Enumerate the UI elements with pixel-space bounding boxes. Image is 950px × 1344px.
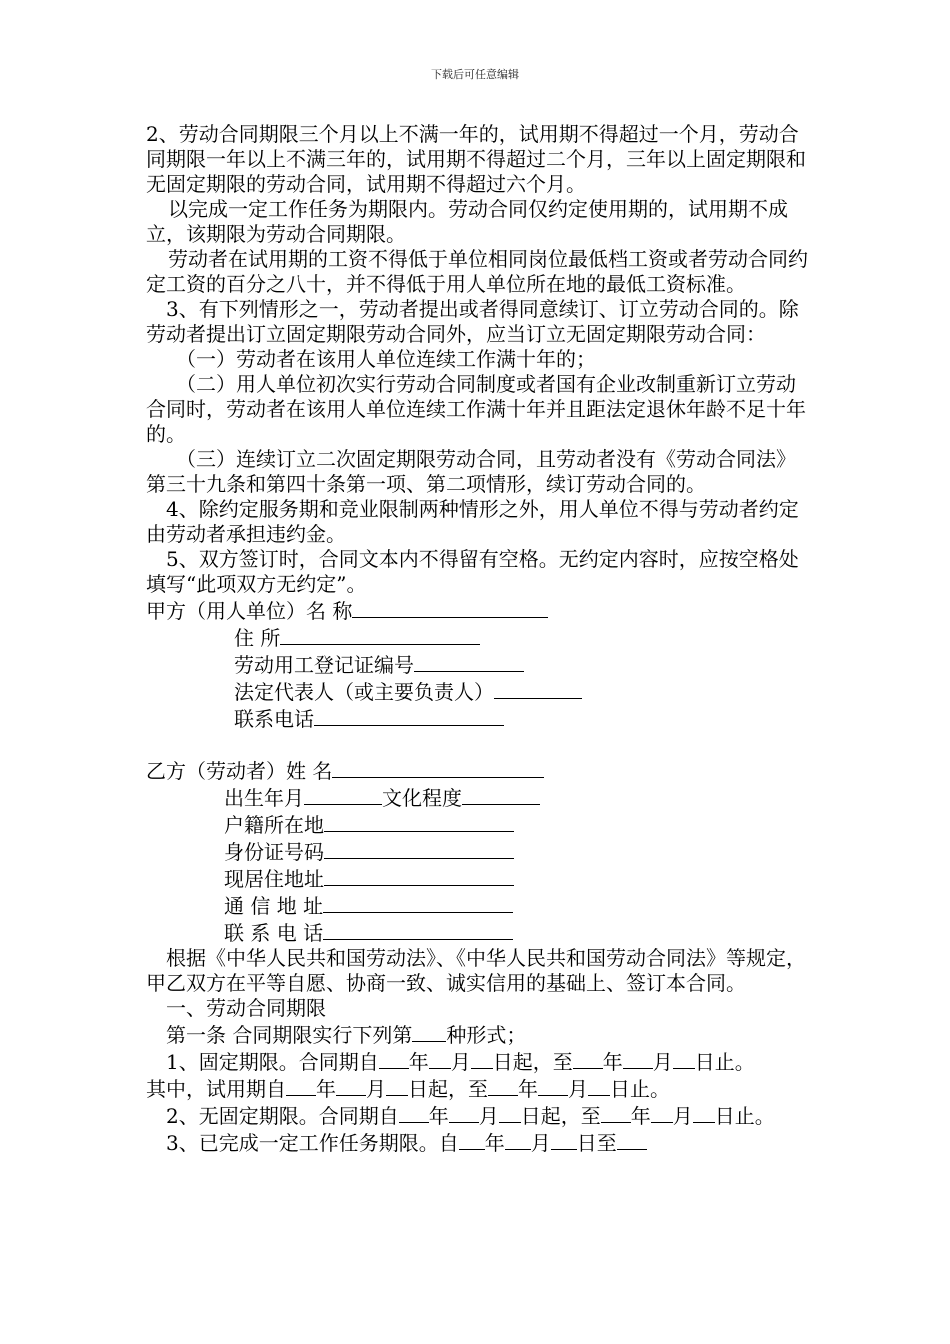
probation-end-month-blank[interactable] [538, 1075, 568, 1096]
paragraph-legal-basis: 根据《中华人民共和国劳动法》、《中华人民共和国劳动合同法》等规定，甲乙双方在平等自愿、协商一致、诚实信用的基础上、签订本合同。 [146, 946, 806, 995]
task-term-label: 3、已完成一定工作任务期限。自 [166, 1131, 459, 1155]
month-text: 月 [366, 1077, 386, 1101]
party-b-birth-row [146, 784, 810, 811]
party-b-residence-row [146, 865, 810, 892]
paragraph-condition-2: （二）用人单位初次实行劳动合同制度或者国有企业改制重新订立劳动合同时，劳动者在该用人单位连续工作满十年并且距法定退休年龄不足十年的。 [146, 372, 806, 446]
party-b-residence-blank[interactable] [324, 865, 514, 886]
document-body [146, 122, 810, 1156]
party-b-birth-label: 出生年月 [224, 786, 304, 810]
party-a-address-row [146, 624, 810, 651]
month-text: 月 [478, 1104, 499, 1128]
from-to-text: 日起，至 [492, 1050, 573, 1074]
open-start-year-blank[interactable] [399, 1102, 429, 1123]
party-a-address-label: 住 所 [234, 626, 281, 650]
year-text: 年 [518, 1077, 538, 1101]
party-a-address-blank[interactable] [280, 624, 480, 645]
task-start-year-blank[interactable] [459, 1129, 485, 1150]
fixed-term-row [146, 1048, 810, 1075]
fixed-term-label: 1、固定期限。合同期自 [166, 1050, 379, 1074]
party-a-name-label: 甲方（用人单位）名 称 [146, 599, 353, 623]
article1-suffix: 种形式； [446, 1023, 527, 1047]
probation-start-day-blank[interactable] [386, 1075, 408, 1096]
party-a-reg-blank[interactable] [414, 651, 524, 672]
open-start-month-blank[interactable] [449, 1102, 479, 1123]
paragraph-no-blanks: 5、双方签订时，合同文本内不得留有空格。无约定内容时，应按空格处填写“此项双方无约定”。 [146, 547, 799, 596]
party-b-id-label: 身份证号码 [224, 840, 324, 864]
fixed-end-year-blank[interactable] [573, 1048, 603, 1069]
article1-label: 第一条 合同期限实行下列第 [166, 1023, 413, 1047]
open-start-day-blank[interactable] [499, 1102, 521, 1123]
party-b-name-label: 乙方（劳动者）姓 名 [146, 759, 333, 783]
fixed-end-day-blank[interactable] [673, 1048, 695, 1069]
open-end-month-blank[interactable] [651, 1102, 673, 1123]
party-b-hukou-blank[interactable] [324, 811, 514, 832]
from-to-text: 日起，至 [520, 1104, 601, 1128]
section-title-term: 一、劳动合同期限 [166, 996, 326, 1020]
party-b-name-blank[interactable] [332, 757, 544, 778]
month-text: 月 [568, 1077, 588, 1101]
fixed-start-day-blank[interactable] [471, 1048, 493, 1069]
party-b-residence-label: 现居住地址 [224, 867, 324, 891]
article1-row [146, 1021, 810, 1048]
party-b-id-row [146, 838, 810, 865]
task-start-day-blank[interactable] [551, 1129, 577, 1150]
year-text: 年 [602, 1050, 623, 1074]
year-text: 年 [316, 1077, 336, 1101]
end-text: 日止。 [694, 1050, 755, 1074]
task-start-month-blank[interactable] [505, 1129, 531, 1150]
party-b-edu-label: 文化程度 [382, 786, 462, 810]
paragraph-probation-wage: 劳动者在试用期的工资不得低于单位相同岗位最低档工资或者劳动合同约定工资的百分之八十，并不得低于用人单位所在地的最低工资标准。 [146, 247, 808, 296]
party-b-mail-label: 通 信 地 址 [224, 894, 324, 918]
open-term-label: 2、无固定期限。合同期自 [166, 1104, 399, 1128]
month-text: 月 [672, 1104, 693, 1128]
fixed-end-month-blank[interactable] [623, 1048, 653, 1069]
fixed-start-month-blank[interactable] [429, 1048, 451, 1069]
paragraph-penalty: 4、除约定服务期和竞业限制两种情形之外，用人单位不得与劳动者约定由劳动者承担违约金。 [146, 497, 799, 546]
party-b-birth-blank[interactable] [304, 784, 382, 805]
party-b-phone-row [146, 919, 810, 946]
task-term-row [146, 1129, 810, 1156]
party-b-edu-blank[interactable] [462, 784, 540, 805]
party-a-reg-label: 劳动用工登记证编号 [234, 653, 414, 677]
fixed-start-year-blank[interactable] [379, 1048, 409, 1069]
probation-label: 其中，试用期自 [146, 1077, 286, 1101]
party-a-rep-row [146, 678, 810, 705]
open-term-row [146, 1102, 810, 1129]
party-a-rep-label: 法定代表人（或主要负责人） [234, 680, 494, 704]
probation-end-day-blank[interactable] [588, 1075, 610, 1096]
party-a-reg-row [146, 651, 810, 678]
probation-term-row [146, 1075, 810, 1102]
month-text: 月 [530, 1131, 551, 1155]
party-b-mail-row [146, 892, 810, 919]
open-end-day-blank[interactable] [693, 1102, 715, 1123]
month-text: 月 [450, 1050, 471, 1074]
task-end-blank[interactable] [617, 1129, 647, 1150]
probation-start-year-blank[interactable] [286, 1075, 316, 1096]
year-text: 年 [428, 1104, 449, 1128]
party-a-name-row [146, 597, 810, 624]
party-b-mail-blank[interactable] [323, 892, 513, 913]
year-text: 年 [630, 1104, 651, 1128]
paragraph-task-term: 以完成一定工作任务为期限内。劳动合同仅约定使用期的，试用期不成立，该期限为劳动合同期限。 [146, 197, 788, 246]
party-b-phone-label: 联 系 电 话 [224, 921, 324, 945]
paragraph-probation-limits: 2、劳动合同期限三个月以上不满一年的，试用期不得超过一个月，劳动合同期限一年以上不满三年的，试用期不得超过二个月，三年以上固定期限和无固定期限的劳动合同，试用期不得超过六个月。 [146, 122, 806, 196]
party-b-id-blank[interactable] [324, 838, 514, 859]
party-a-phone-blank[interactable] [314, 705, 504, 726]
party-b-name-row [146, 757, 810, 784]
party-b-hukou-label: 户籍所在地 [224, 813, 324, 837]
paragraph-condition-1: （一）劳动者在该用人单位连续工作满十年的； [176, 347, 596, 371]
party-b-hukou-row [146, 811, 810, 838]
end-text: 日止。 [714, 1104, 775, 1128]
probation-start-month-blank[interactable] [336, 1075, 366, 1096]
until-text: 日至 [576, 1131, 617, 1155]
year-text: 年 [408, 1050, 429, 1074]
page-header: 下载后可任意编辑 [431, 68, 519, 81]
year-text: 年 [484, 1131, 505, 1155]
from-to-text: 日起，至 [408, 1077, 488, 1101]
party-b-phone-blank[interactable] [323, 919, 513, 940]
party-a-name-blank[interactable] [352, 597, 548, 618]
month-text: 月 [652, 1050, 673, 1074]
spacer [146, 732, 810, 757]
open-end-year-blank[interactable] [601, 1102, 631, 1123]
party-a-phone-label: 联系电话 [234, 707, 314, 731]
paragraph-open-ended-conditions: 3、有下列情形之一，劳动者提出或者得同意续订、订立劳动合同的。除劳动者提出订立固定期限劳动合同外，应当订立无固定期限劳动合同： [146, 297, 799, 346]
party-a-phone-row [146, 705, 810, 732]
paragraph-condition-3: （三）连续订立二次固定期限劳动合同，且劳动者没有《劳动合同法》第三十九条和第四十条第一项、第二项情形，续订劳动合同的。 [146, 447, 796, 496]
form-choice-blank[interactable] [412, 1021, 446, 1042]
probation-end-year-blank[interactable] [488, 1075, 518, 1096]
party-a-rep-blank[interactable] [494, 678, 582, 699]
end-text: 日止。 [610, 1077, 670, 1101]
